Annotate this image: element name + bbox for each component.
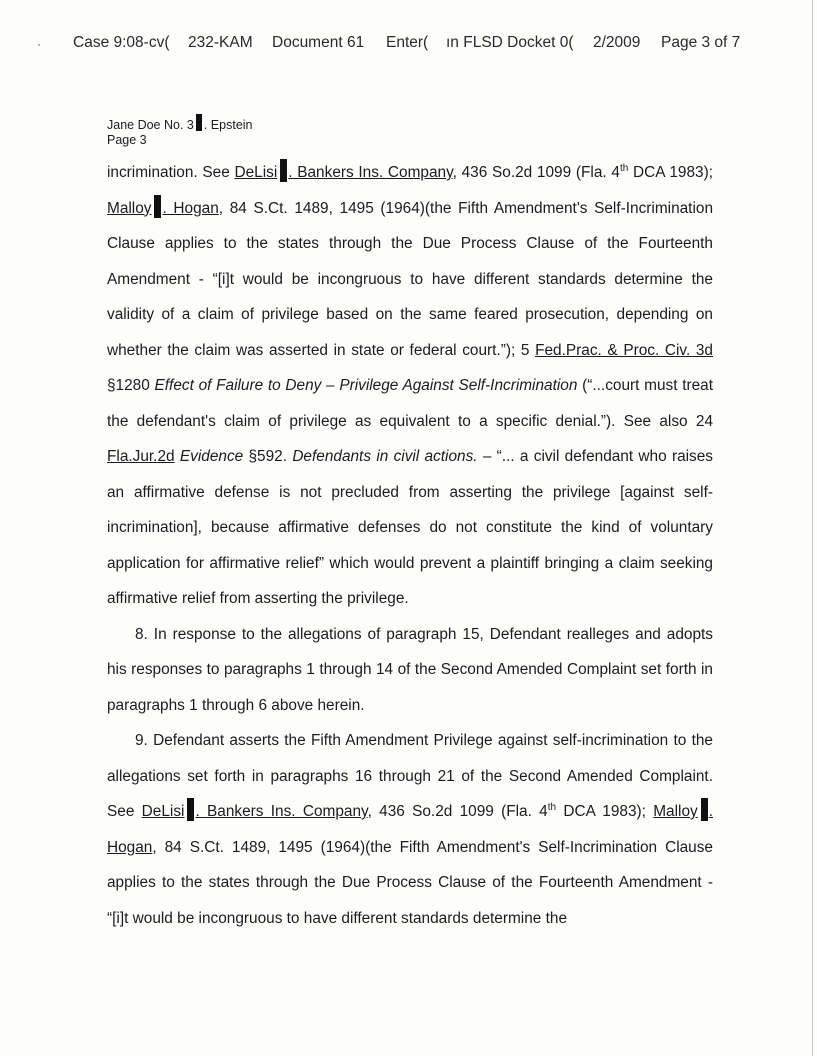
citation-delisi: DeLisi [141, 803, 185, 820]
scan-artifact [38, 44, 40, 46]
superscript: th [547, 802, 557, 813]
text-run: §1280 [107, 377, 155, 394]
superscript: th [619, 163, 629, 174]
redaction-bar [187, 798, 194, 821]
text-run: §592. [243, 448, 293, 465]
redaction-bar [154, 195, 161, 218]
document-body [107, 155, 713, 936]
citation-bankers: . Bankers Ins. Company [195, 803, 368, 820]
caption-plaintiff: Jane Doe No. 3 [107, 118, 194, 132]
page-indicator: Page 3 of 7 [661, 34, 741, 51]
caption-defendant: . Epstein [203, 118, 253, 132]
text-run: – “... a civil defendant who raises an affirmative defense is not precluded from asserting the privilege [against self-incrimination], because affirmative defenses do not constitute the kind of voluntary application for affirmative relief” which would prevent a plaintiff bringing a claim seeking affirmative relief from asserting the privilege. [107, 448, 713, 607]
caption-page: Page 3 [107, 133, 147, 147]
docket-label: ın FLSD Docket 0( [446, 34, 574, 51]
running-caption [107, 114, 253, 148]
section-title: Effect of Failure to Deny – Privilege Against Self-Incrimination [154, 377, 578, 394]
redaction-bar [196, 114, 202, 131]
redaction-bar [701, 798, 708, 821]
document-number: Document 61 [272, 34, 365, 51]
citation-hogan: . Hogan [107, 803, 713, 856]
text-run: (“...court must treat the defendant's claim of privilege as equivalent to a specific denial.”). See also 24 [107, 377, 713, 430]
citation-malloy: Malloy [653, 803, 698, 820]
page-edge [812, 0, 813, 1056]
paragraph-9 [107, 723, 713, 936]
paragraph-8: 8. In response to the allegations of paragraph 15, Defendant realleges and adopts his responses to paragraphs 1 through 14 of the Second Amended Complaint set forth in paragraphs 1 through 6 above herein. [107, 625, 713, 714]
citation-hogan: . Hogan [162, 199, 219, 217]
entered-label: Enter( [386, 34, 429, 51]
text-run: DCA 1983); [556, 803, 654, 820]
case-header [73, 34, 773, 56]
text-run: , 84 S.Ct. 1489, 1495 (1964)(the Fifth Amendment's Self-Incrimination Clause applies to the states through the Due Process Clause of the Fourteenth Amendment - “[i]t would be incongruous to have different standards determine the [107, 838, 713, 927]
docket-date: 2/2009 [593, 34, 641, 51]
text-run: DCA 1983); [628, 164, 713, 181]
case-number: Case 9:08-cv( [73, 34, 170, 51]
defendants-title: Defendants in civil actions. [292, 448, 478, 465]
citation-delisi: DeLisi [234, 164, 278, 181]
text-run: , 84 S.Ct. 1489, 1495 (1964)(the Fifth Amendment's Self-Incrimination Clause applies to the states through the Due Process Clause of the Fourteenth Amendment - “[i]t would be incongruous to have different standards determine the validity of a claim of privilege based on the same feared prosecution, depending on whether the claim was asserted in state or federal court.”); 5 [107, 199, 713, 359]
text-run: incrimination. See [107, 164, 235, 181]
citation-fla-jur: Fla.Jur.2d [107, 448, 175, 465]
evidence-title: Evidence [179, 448, 244, 465]
text-run: , 436 So.2d 1099 (Fla. 4 [452, 164, 620, 181]
case-suffix: 232-KAM [188, 34, 253, 51]
citation-fed-prac: Fed.Prac. & Proc. Civ. 3d [535, 341, 713, 359]
paragraph-continuation [107, 155, 713, 617]
caption-line-1 [107, 114, 253, 133]
redaction-bar [280, 159, 287, 182]
text-run: , 436 So.2d 1099 (Fla. 4 [367, 803, 548, 820]
citation-malloy: Malloy [107, 199, 152, 217]
text-run: 9. Defendant asserts the Fifth Amendment Privilege against self-incrimination to the allegations set forth in paragraphs 16 through 21 of the Second Amended Complaint. See [107, 732, 713, 820]
citation-bankers: . Bankers Ins. Company [288, 164, 453, 181]
